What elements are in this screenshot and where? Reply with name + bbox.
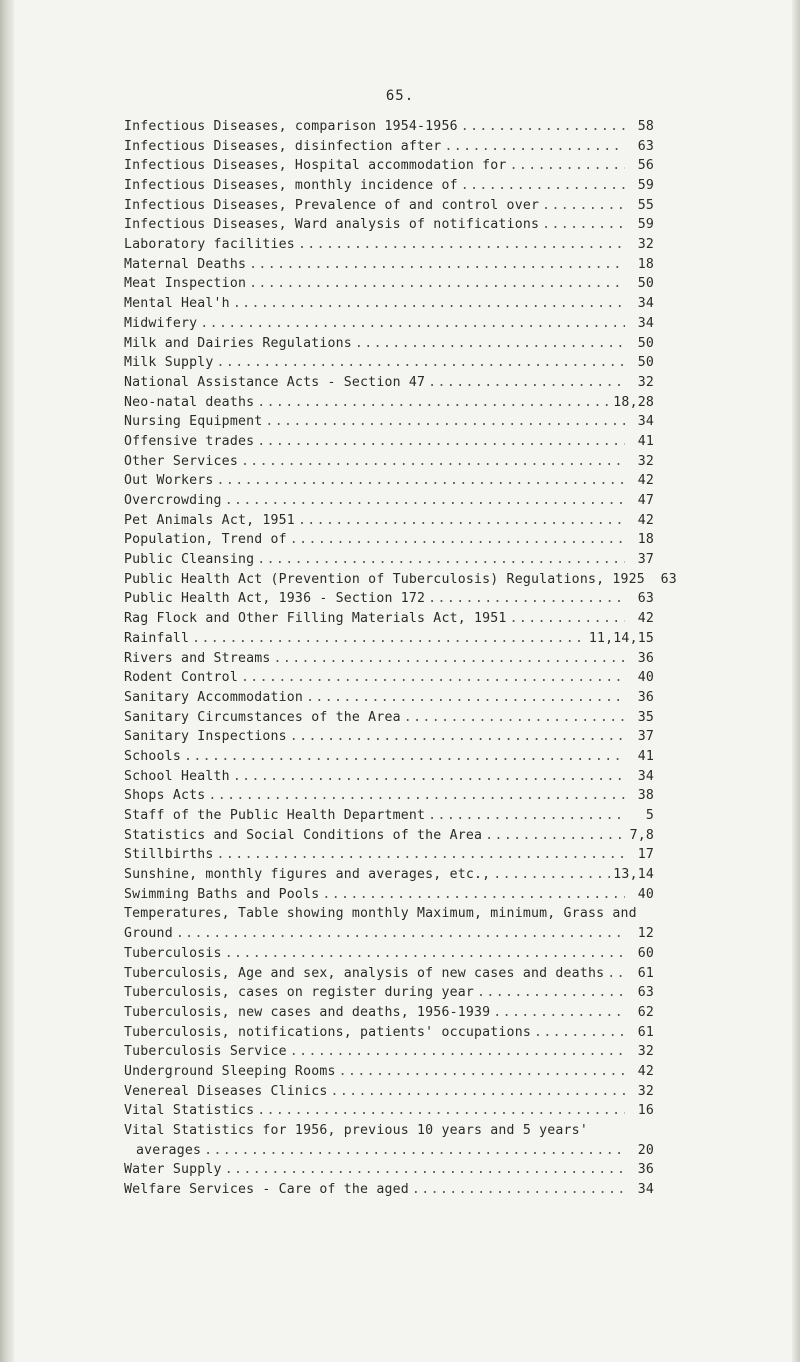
index-entry-page: 32	[637, 374, 654, 390]
index-entry	[124, 393, 654, 413]
index-entry	[124, 334, 654, 354]
index-entry-page: 32	[637, 453, 654, 469]
index-entry-page: 63	[637, 591, 654, 607]
index-entry-page: 34	[637, 1182, 654, 1198]
index-entry-label: Tuberculosis, notifications, patients' occupations	[124, 1024, 531, 1040]
dot-leader	[428, 589, 625, 609]
index-entry-label: Welfare Services - Care of the aged	[124, 1182, 409, 1198]
index-entry	[124, 156, 654, 176]
index-entry	[124, 373, 654, 393]
dot-leader	[534, 1023, 625, 1043]
index-entry	[124, 412, 654, 432]
index-entry-label: Rodent Control	[124, 670, 238, 686]
index-entry-page: 47	[637, 493, 654, 509]
index-entry-page: 34	[637, 315, 654, 331]
index-entry-page: 59	[637, 178, 654, 194]
index-entry	[124, 668, 654, 688]
dot-leader	[510, 609, 625, 629]
index-entry-label: Stillbirths	[124, 847, 214, 863]
index-entry-label: Staff of the Public Health Department	[124, 808, 426, 824]
dot-leader	[428, 806, 625, 826]
dot-leader	[257, 432, 625, 452]
index-entry-label: Infectious Diseases, Prevalence of and control over	[124, 197, 540, 213]
index-entry	[124, 1101, 654, 1121]
index-entry	[124, 1062, 654, 1082]
dot-leader	[217, 353, 625, 373]
index-entry-label: Overcrowding	[124, 493, 222, 509]
index-entry-page: 16	[637, 1103, 654, 1119]
index-entry-page: 42	[637, 512, 654, 528]
index-entry	[124, 590, 654, 610]
dot-leader	[298, 511, 625, 531]
index-entry-page: 42	[637, 473, 654, 489]
index-entry-label: Infectious Diseases, Hospital accommodation for	[124, 158, 507, 174]
index-entry	[124, 255, 654, 275]
index-entry-page: 63	[637, 985, 654, 1001]
index-entry-page: 58	[637, 118, 654, 134]
dot-leader	[461, 176, 625, 196]
index-entry	[124, 215, 654, 235]
index-entry-label: Pet Animals Act, 1951	[124, 512, 295, 528]
dot-leader	[257, 1101, 625, 1121]
index-entry	[124, 767, 654, 787]
index-entry-label: Milk and Dairies Regulations	[124, 335, 352, 351]
dot-leader	[510, 156, 625, 176]
dot-leader	[274, 649, 625, 669]
index-entry-page: 38	[637, 788, 654, 804]
index-entry	[124, 1023, 654, 1043]
dot-leader	[542, 196, 625, 216]
index-entry-label: Tuberculosis, Age and sex, analysis of new cases and deaths	[124, 965, 605, 981]
index-entry-label: Meat Inspection	[124, 276, 247, 292]
index-entry-label: Infectious Diseases, Ward analysis of notifications	[124, 217, 540, 233]
index-entry-page: 63	[637, 138, 654, 154]
index-entry-page: 50	[637, 335, 654, 351]
index-list	[124, 117, 677, 1200]
index-entry	[124, 550, 654, 570]
index-entry	[124, 727, 654, 747]
dot-leader	[477, 983, 625, 1003]
dot-leader	[200, 314, 625, 334]
index-entry	[124, 491, 654, 511]
dot-leader	[331, 1082, 626, 1102]
index-entry-page: 7,8	[629, 827, 654, 843]
dot-leader	[204, 1141, 625, 1161]
index-entry	[124, 649, 654, 669]
index-entry-label: Laboratory facilities	[124, 237, 295, 253]
dot-leader	[339, 1062, 625, 1082]
index-entry-label: Underground Sleeping Rooms	[124, 1063, 336, 1079]
index-entry-label: Swimming Baths and Pools	[124, 886, 320, 902]
index-entry-page: 32	[637, 237, 654, 253]
index-entry-label: Schools	[124, 748, 181, 764]
index-entry-page: 61	[637, 965, 654, 981]
index-entry-page: 34	[637, 296, 654, 312]
dot-leader	[249, 255, 625, 275]
dot-leader	[184, 747, 625, 767]
index-entry-label: Infectious Diseases, monthly incidence of	[124, 178, 458, 194]
index-entry	[124, 176, 654, 196]
index-entry-label: Vital Statistics	[124, 1103, 255, 1119]
index-entry	[124, 1180, 654, 1200]
dot-leader	[607, 964, 625, 984]
index-entry	[124, 511, 654, 531]
index-entry-page: 11,14,15	[588, 630, 654, 646]
index-entry-page: 36	[637, 689, 654, 705]
index-entry-label: National Assistance Acts - Section 47	[124, 374, 426, 390]
dot-leader	[493, 865, 610, 885]
index-entry	[124, 865, 654, 885]
index-entry	[124, 1141, 654, 1161]
dot-leader	[233, 294, 625, 314]
index-entry	[124, 826, 654, 846]
dot-leader	[461, 117, 625, 137]
index-entry-page: 62	[637, 1004, 654, 1020]
index-entry-label: Population, Trend of	[124, 532, 287, 548]
index-entry	[124, 314, 654, 334]
index-entry-page: 50	[637, 355, 654, 371]
index-entry	[124, 1003, 654, 1023]
index-entry	[124, 353, 654, 373]
index-entry	[124, 137, 654, 157]
index-entry	[124, 786, 654, 806]
index-entry	[124, 1082, 654, 1102]
index-entry	[124, 530, 654, 550]
index-entry-page: 5	[645, 808, 654, 824]
dot-leader	[404, 708, 625, 728]
index-entry	[124, 275, 654, 295]
index-entry-page: 59	[637, 217, 654, 233]
index-entry-label: Midwifery	[124, 315, 198, 331]
index-entry-label: Temperatures, Table showing monthly Maximum, minimum, Grass and	[124, 906, 637, 922]
dot-leader	[290, 530, 625, 550]
index-entry-label: Tuberculosis	[124, 945, 222, 961]
index-entry-page: 37	[637, 729, 654, 745]
index-entry	[124, 688, 654, 708]
dot-leader	[322, 885, 625, 905]
index-entry-page: 63	[660, 571, 677, 587]
index-entry-label: School Health	[124, 768, 230, 784]
index-entry	[124, 924, 654, 944]
index-entry-label: Mental Heal'h	[124, 296, 230, 312]
index-entry-label: Venereal Diseases Clinics	[124, 1083, 328, 1099]
index-entry-page: 42	[637, 611, 654, 627]
dot-leader	[412, 1180, 625, 1200]
index-entry-label: Public Health Act, 1936 - Section 172	[124, 591, 426, 607]
index-entry-page: 34	[637, 414, 654, 430]
dot-leader	[444, 137, 625, 157]
index-entry-page: 61	[637, 1024, 654, 1040]
index-entry-label: Water Supply	[124, 1162, 222, 1178]
index-entry	[124, 944, 654, 964]
scan-edge-right	[792, 0, 800, 1362]
index-entry-page: 32	[637, 1044, 654, 1060]
index-entry-page: 34	[637, 768, 654, 784]
dot-leader	[241, 452, 625, 472]
dot-leader	[428, 373, 625, 393]
index-entry	[124, 1121, 654, 1141]
index-entry	[124, 845, 654, 865]
index-entry-page: 50	[637, 276, 654, 292]
index-entry-page: 32	[637, 1083, 654, 1099]
dot-leader	[217, 845, 625, 865]
index-entry-label: Infectious Diseases, disinfection after	[124, 138, 442, 154]
dot-leader	[208, 786, 625, 806]
dot-leader	[290, 727, 625, 747]
index-entry-page: 41	[637, 433, 654, 449]
index-entry-label: Tuberculosis Service	[124, 1044, 287, 1060]
dot-leader	[257, 393, 610, 413]
dot-leader	[298, 235, 625, 255]
dot-leader	[493, 1003, 625, 1023]
index-entry-label: Vital Statistics for 1956, previous 10 years and 5 years'	[124, 1123, 588, 1139]
index-entry	[124, 983, 654, 1003]
index-entry-page: 18	[637, 532, 654, 548]
index-entry-label: Ground	[124, 926, 173, 942]
dot-leader	[225, 491, 625, 511]
page-number: 65.	[385, 88, 415, 104]
dot-leader	[233, 767, 625, 787]
index-entry-page: 18	[637, 256, 654, 272]
index-entry-label: Neo-natal deaths	[124, 394, 255, 410]
index-entry-label: Statistics and Social Conditions of the Area	[124, 827, 483, 843]
index-entry	[124, 905, 654, 925]
index-entry	[124, 570, 677, 590]
index-entry	[124, 196, 654, 216]
scan-edge-left	[0, 0, 14, 1362]
index-entry-label: Tuberculosis, new cases and deaths, 1956-1939	[124, 1004, 491, 1020]
index-entry	[124, 806, 654, 826]
dot-leader	[257, 550, 625, 570]
index-entry	[124, 1042, 654, 1062]
index-entry-page: 17	[637, 847, 654, 863]
index-entry-label: Sanitary Accommodation	[124, 689, 304, 705]
dot-leader	[176, 924, 625, 944]
index-entry	[124, 452, 654, 472]
index-entry	[124, 432, 654, 452]
dot-leader	[542, 215, 625, 235]
index-entry-label: Public Health Act (Prevention of Tuberculosis) Regulations, 1925	[124, 571, 645, 587]
index-entry-label: Sunshine, monthly figures and averages, etc.,	[124, 867, 491, 883]
index-entry-label: Rag Flock and Other Filling Materials Act, 1951	[124, 611, 507, 627]
index-entry-page: 55	[637, 197, 654, 213]
index-entry	[124, 609, 654, 629]
dot-leader	[225, 944, 625, 964]
index-entry-label: Rainfall	[124, 630, 190, 646]
dot-leader	[192, 629, 586, 649]
index-entry-label: Milk Supply	[124, 355, 214, 371]
index-entry-page: 42	[637, 1063, 654, 1079]
index-entry-label: Out Workers	[124, 473, 214, 489]
index-entry-label: Infectious Diseases, comparison 1954-1956	[124, 118, 458, 134]
index-entry-page: 12	[637, 926, 654, 942]
dot-leader	[249, 274, 625, 294]
index-entry	[124, 471, 654, 491]
index-entry-page: 36	[637, 1162, 654, 1178]
index-entry-label: Sanitary Circumstances of the Area	[124, 709, 401, 725]
index-entry-page: 60	[637, 945, 654, 961]
dot-leader	[290, 1042, 625, 1062]
index-entry-label: Public Cleansing	[124, 552, 255, 568]
dot-leader	[306, 688, 625, 708]
index-entry-label: averages	[136, 1142, 202, 1158]
index-entry	[124, 294, 654, 314]
index-entry-label: Other Services	[124, 453, 238, 469]
index-entry	[124, 747, 654, 767]
index-entry-page: 37	[637, 552, 654, 568]
index-entry-page: 41	[637, 748, 654, 764]
index-entry-page: 35	[637, 709, 654, 725]
index-entry-page: 56	[637, 158, 654, 174]
dot-leader	[265, 412, 625, 432]
index-entry	[124, 235, 654, 255]
index-entry-label: Rivers and Streams	[124, 650, 271, 666]
index-entry-page: 20	[637, 1142, 654, 1158]
index-entry-label: Maternal Deaths	[124, 256, 247, 272]
index-entry	[124, 629, 654, 649]
dot-leader	[241, 668, 625, 688]
index-entry-page: 13,14	[613, 867, 654, 883]
index-entry-label: Sanitary Inspections	[124, 729, 287, 745]
dot-leader	[217, 471, 625, 491]
index-entry-page: 36	[637, 650, 654, 666]
index-entry-page: 18,28	[613, 394, 654, 410]
dot-leader	[355, 334, 625, 354]
index-entry-label: Shops Acts	[124, 788, 206, 804]
index-entry	[124, 964, 654, 984]
index-entry-label: Tuberculosis, cases on register during year	[124, 985, 475, 1001]
dot-leader	[485, 826, 625, 846]
index-entry-label: Offensive trades	[124, 433, 255, 449]
index-entry	[124, 117, 654, 137]
index-entry	[124, 885, 654, 905]
index-entry-label: Nursing Equipment	[124, 414, 263, 430]
dot-leader	[225, 1160, 625, 1180]
index-entry-page: 40	[637, 886, 654, 902]
index-entry	[124, 708, 654, 728]
index-entry-page: 40	[637, 670, 654, 686]
index-entry	[124, 1160, 654, 1180]
